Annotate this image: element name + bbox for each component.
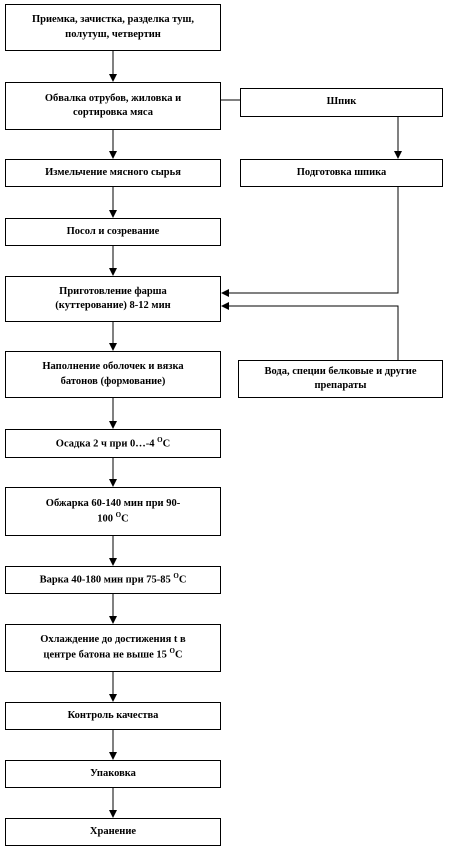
step-stuffing-label: Наполнение оболочек и вязка батонов (формование) [42, 361, 184, 387]
step-mince-preparation-label: Приготовление фарша (куттерование) 8-12 мин [55, 285, 171, 311]
degree-sign: O [157, 435, 163, 444]
step-deboning [5, 82, 221, 130]
step-packaging [5, 760, 221, 788]
side-additives [238, 360, 443, 398]
step-storage [5, 818, 221, 846]
step-salting [5, 218, 221, 246]
step-cooling-label: Охлаждение до достижения t в центре батона не выше 15 [40, 634, 186, 661]
side-casing-prep [240, 159, 443, 187]
step-roasting-label: Обжарка 60-140 мин при 90- 100 [45, 497, 181, 525]
step-settling [5, 429, 221, 458]
step-receiving [5, 4, 221, 51]
step-quality-control [5, 702, 221, 730]
step-roasting [5, 487, 221, 536]
side-additives-label: Вода, специи белковые и другие препараты [264, 365, 417, 391]
step-packaging-label: Упаковка [90, 767, 136, 779]
step-boiling-label: Варка 40-180 мин при 75-85 [39, 574, 171, 586]
degree-sign: O [115, 510, 122, 519]
degree-sign: O [169, 647, 175, 656]
celsius-letter: C [162, 438, 171, 450]
arrow-additives-to-mince [222, 306, 398, 360]
side-casing-label: Шпик [326, 96, 357, 108]
step-mince-preparation [5, 276, 221, 322]
arrow-casing-prep-to-mince [222, 187, 398, 293]
step-cooling [5, 624, 221, 672]
celsius-letter: C [174, 649, 183, 661]
step-stuffing [5, 351, 221, 398]
step-salting-label: Посол и созревание [66, 225, 160, 237]
degree-sign: O [173, 572, 179, 581]
step-storage-label: Хранение [89, 825, 137, 837]
step-boiling [5, 566, 221, 594]
step-settling-label: Осадка 2 ч при 0…-4 [55, 438, 155, 450]
step-quality-control-label: Контроль качества [67, 709, 159, 721]
step-deboning-label: Обвалка отрубов, жиловка и сортировка мяса [44, 92, 182, 118]
side-casing-prep-label: Подготовка шпика [296, 166, 387, 178]
celsius-letter: C [121, 513, 129, 525]
side-casing [240, 88, 443, 117]
step-receiving-label: Приемка, зачистка, разделка туш, полутуш, четвертин [32, 14, 194, 40]
celsius-letter: C [178, 574, 187, 586]
step-grinding-label: Измельчение мясного сырья [45, 166, 181, 178]
step-grinding [5, 159, 221, 187]
